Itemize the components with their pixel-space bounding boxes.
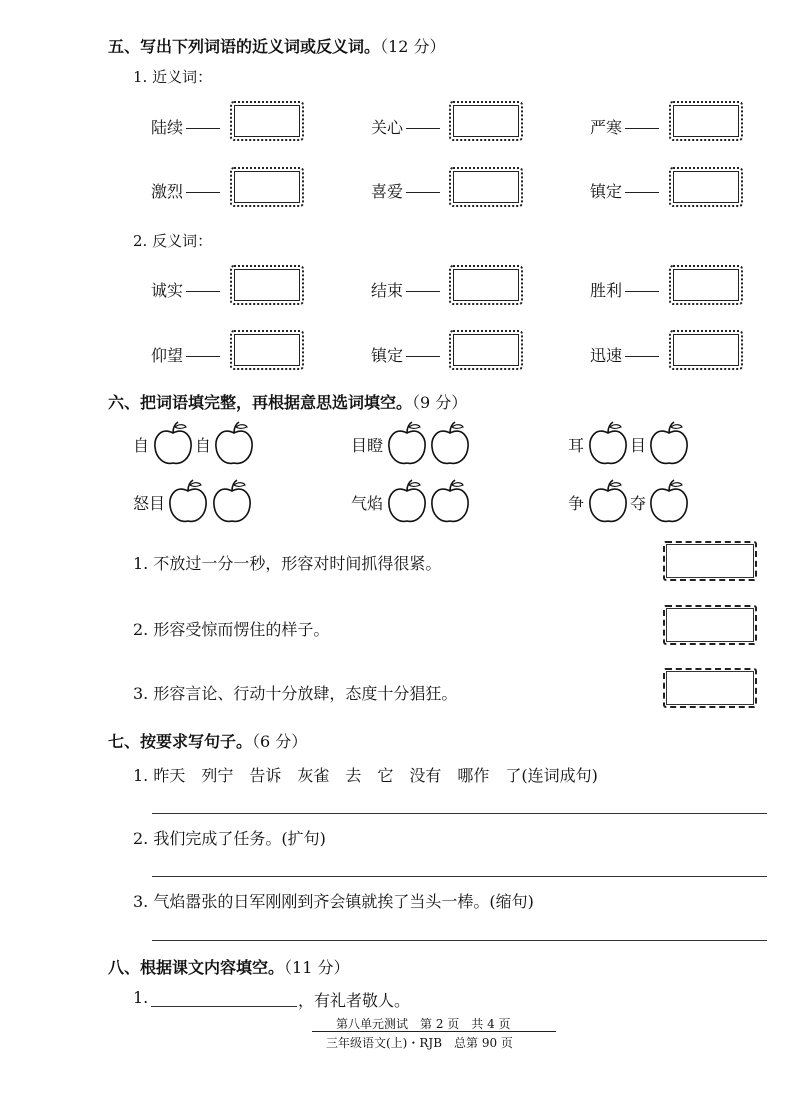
answer-box[interactable] [663,541,757,581]
antonym-word: 迅速 [590,343,659,366]
apple-blank-icon[interactable] [588,479,628,523]
answer-line[interactable] [152,876,767,877]
answer-box[interactable] [449,101,523,141]
apple-blank-icon[interactable] [153,421,193,465]
apple-blank-icon[interactable] [387,479,427,523]
sentence-task: 2. 我们完成了任务。(扩句) [133,829,326,848]
apple-blank-icon[interactable] [387,421,427,465]
idiom-char: 自 [133,436,150,455]
antonym-word: 诚实 [151,278,220,301]
synonym-word: 镇定 [590,179,659,202]
answer-box[interactable] [449,167,523,207]
synonym-word: 喜爱 [371,179,440,202]
apple-blank-icon[interactable] [588,421,628,465]
sentence-task: 3. 气焰嚣张的日军刚刚到齐会镇就挨了当头一棒。(缩句) [133,892,534,911]
answer-box[interactable] [669,330,743,370]
apple-blank-icon[interactable] [168,479,208,523]
synonym-label: 1. 近义词： [133,68,213,86]
apple-blank-icon[interactable] [649,421,689,465]
synonym-word: 关心 [371,115,440,138]
section-8-title: 八、根据课文内容填空。（11 分） [108,958,350,977]
fill-item-text: ，有礼者敬人。 [298,991,411,1010]
antonym-word: 镇定 [371,343,440,366]
answer-box[interactable] [230,101,304,141]
answer-box[interactable] [669,167,743,207]
section-5-title: 五、写出下列词语的近义词或反义词。（12 分） [108,37,446,56]
apple-blank-icon[interactable] [430,421,470,465]
answer-box[interactable] [449,330,523,370]
apple-blank-icon[interactable] [214,421,254,465]
apple-blank-icon[interactable] [649,479,689,523]
idiom-char: 目 [630,436,647,455]
antonym-label: 2. 反义词： [133,232,213,250]
idiom-char: 争 [568,494,585,513]
fill-question: 2. 形容受惊而愣住的样子。 [133,620,330,639]
answer-box[interactable] [230,330,304,370]
antonym-word: 仰望 [151,343,220,366]
idiom-char: 自 [195,436,212,455]
antonym-word: 胜利 [590,278,659,301]
footer-page-info: 第八单元测试 第 2 页 共 4 页 [336,1017,511,1031]
apple-blank-icon[interactable] [430,479,470,523]
answer-box[interactable] [663,668,757,708]
synonym-word: 激烈 [151,179,220,202]
answer-box[interactable] [669,101,743,141]
idiom-char: 耳 [568,436,585,455]
fill-item-number: 1. [133,988,149,1007]
idiom-char: 夺 [630,494,647,513]
answer-line[interactable] [151,1006,297,1007]
apple-blank-icon[interactable] [212,479,252,523]
idiom-char: 目瞪 [351,436,384,455]
answer-box[interactable] [669,265,743,305]
idiom-char: 怒目 [133,494,166,513]
footer-divider [312,1031,556,1032]
answer-box[interactable] [230,265,304,305]
synonym-word: 陆续 [151,115,220,138]
fill-question: 1. 不放过一分一秒，形容对时间抓得很紧。 [133,554,442,573]
answer-line[interactable] [152,813,767,814]
answer-box[interactable] [230,167,304,207]
antonym-word: 结束 [371,278,440,301]
footer-book-info: 三年级语文(上)・RJB 总第 90 页 [326,1036,513,1050]
synonym-word: 严寒 [590,115,659,138]
sentence-task: 1. 昨天 列宁 告诉 灰雀 去 它 没有 哪作 了(连词成句) [133,766,598,785]
fill-question: 3. 形容言论、行动十分放肆，态度十分猖狂。 [133,684,458,703]
answer-line[interactable] [152,940,767,941]
answer-box[interactable] [449,265,523,305]
idiom-char: 气焰 [351,494,384,513]
answer-box[interactable] [663,605,757,645]
section-7-title: 七、按要求写句子。（6 分） [108,732,308,751]
section-6-title: 六、把词语填完整，再根据意思选词填空。（9 分） [108,393,468,412]
